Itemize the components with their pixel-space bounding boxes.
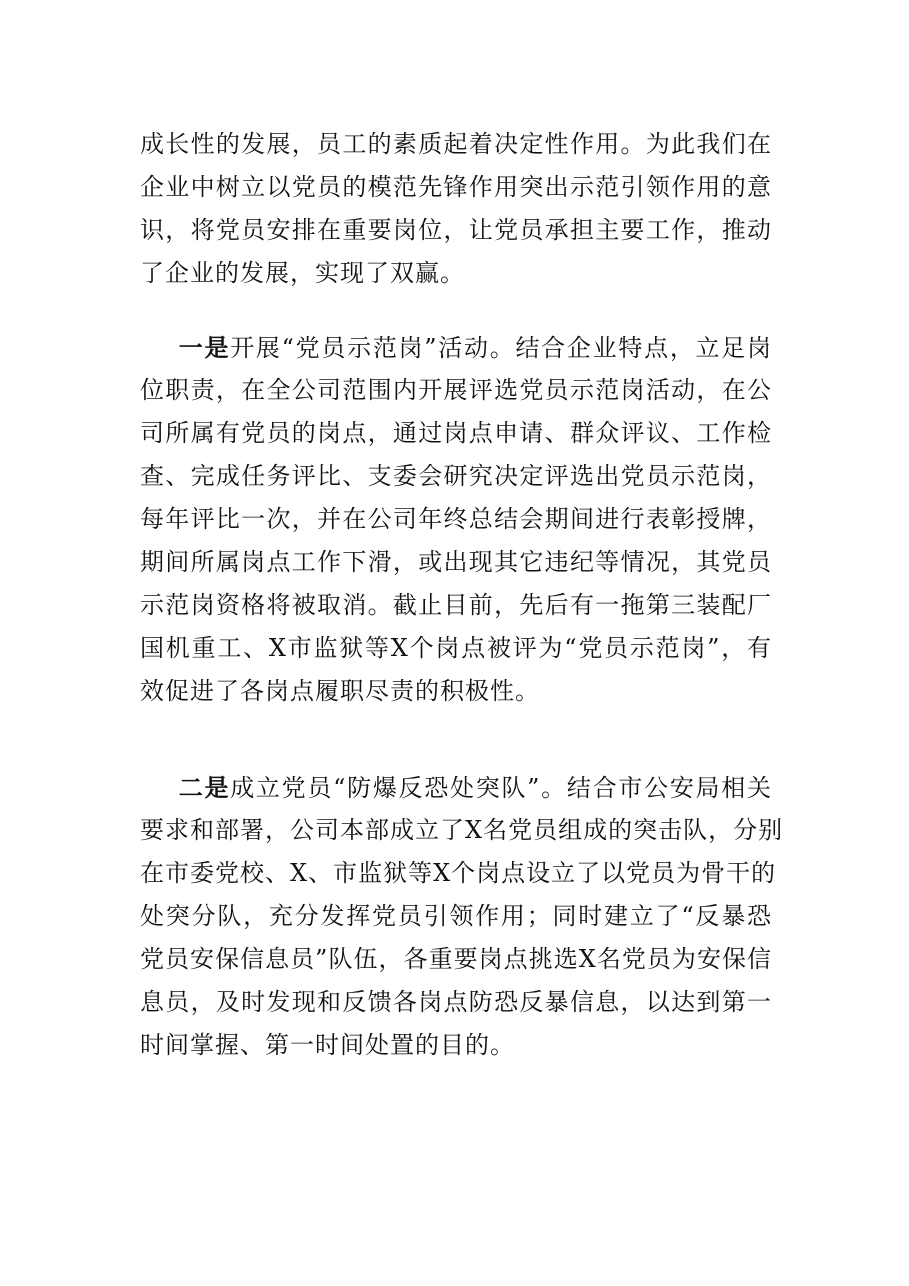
text-line: 效促进了各岗点履职尽责的积极性。: [140, 677, 540, 705]
text-line: 示范岗资格将被取消。截止目前，先后有一拖第三装配厂: [140, 591, 772, 619]
text-line: 位职责，在全公司范围内开展评选党员示范岗活动，在公: [140, 376, 772, 404]
text-line: 时间掌握、第一时间处置的目的。: [140, 1031, 515, 1059]
text-line: 要求和部署，公司本部成立了X名党员组成的突击队，分别: [140, 816, 784, 844]
text-line: 国机重工、X市监狱等X个岗点被评为“党员示范岗”，有: [140, 634, 772, 662]
text-line: 处突分队，充分发挥党员引领作用；同时建立了“反暴恐: [140, 902, 772, 930]
text-line: 查、完成任务评比、支委会研究决定评选出党员示范岗，: [140, 462, 772, 490]
text-line: 党员安保信息员”队伍，各重要岗点挑选X名党员为安保信: [140, 945, 772, 973]
text-line: 企业中树立以党员的模范先锋作用突出示范引领作用的意: [140, 173, 772, 201]
text-line-rest: 成立党员“防爆反恐处突队”。结合市公安局相关: [230, 774, 772, 802]
text-line-first: [140, 326, 772, 369]
text-line-rest: 开展“党员示范岗”活动。结合企业特点，立足岗: [230, 334, 772, 362]
lead-phrase: 二是: [178, 773, 231, 802]
text-line: 期间所属岗点工作下滑，或出现其它违纪等情况，其党员: [140, 548, 772, 576]
text-line: 识，将党员安排在重要岗位，让党员承担主要工作，推动: [140, 216, 772, 244]
paragraph-intro: [140, 123, 772, 295]
text-line: 了企业的发展，实现了双赢。: [140, 259, 465, 287]
text-line-first: [140, 766, 772, 809]
text-line: 息员，及时发现和反馈各岗点防恐反暴信息，以达到第一: [140, 988, 772, 1016]
lead-phrase: 一是: [178, 333, 231, 362]
text-line: 每年评比一次，并在公司年终总结会期间进行表彰授牌，: [140, 505, 772, 533]
text-line: 在市委党校、X、市监狱等X个岗点设立了以党员为骨干的: [140, 859, 777, 887]
paragraph-second-point: [140, 766, 784, 1067]
text-line: 成长性的发展，员工的素质起着决定性作用。为此我们在: [140, 130, 772, 158]
text-line: 司所属有党员的岗点，通过岗点申请、群众评议、工作检: [140, 419, 772, 447]
paragraph-first-point: [140, 326, 772, 713]
